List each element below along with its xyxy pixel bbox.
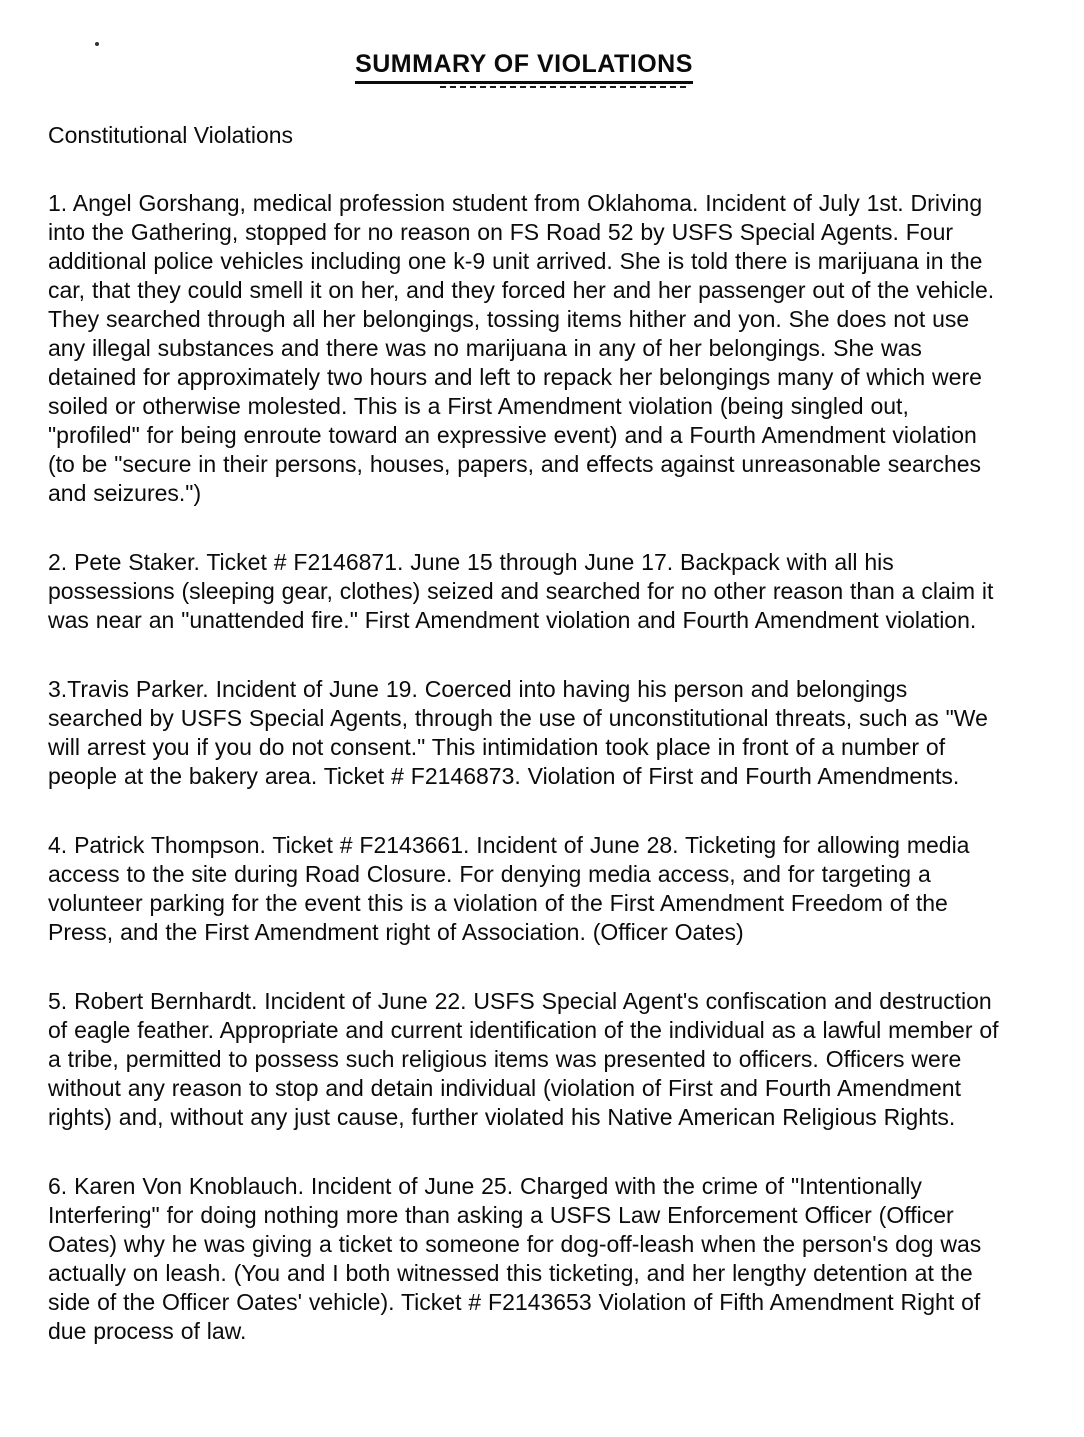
violation-paragraph-6: 6. Karen Von Knoblauch. Incident of June 25. Charged with the crime of "Intentionally Interfering" for doing nothing more than asking a USFS Law Enforcement Officer (Officer Oates) why he was giving a ticket to someone for dog-off-leash when the person's dog was actually on leash. (You and I both witnessed this ticketing, and her lengthy detention at the side of the Officer Oates' vehicle). Ticket # F2143653 Violation of Fifth Amendment Right of due process of law.	[48, 1173, 982, 1344]
document-title: SUMMARY OF VIOLATIONS	[355, 50, 693, 84]
scan-artifact-dot	[95, 42, 99, 46]
title-row	[48, 50, 1000, 84]
violation-paragraph-4: 4. Patrick Thompson. Ticket # F2143661. Incident of June 28. Ticketing for allowing media access to the site during Road Closure. For denying media access, and for targeting a volunteer parking for the event this is a violation of the First Amendment Freedom of the Press, and the First Amendment right of Association. (Officer Oates)	[48, 832, 970, 945]
section-heading: Constitutional Violations	[48, 122, 294, 148]
violation-paragraph-3: 3.Travis Parker. Incident of June 19. Coerced into having his person and belongings searched by USFS Special Agents, through the use of unconstitutional threats, such as "We will arrest you if you do not consent." This intimidation took place in front of a number of people at the bakery area. Ticket # F2146873. Violation of First and Fourth Amendments.	[48, 676, 988, 789]
violation-paragraph-5: 5. Robert Bernhardt. Incident of June 22. USFS Special Agent's confiscation and destruction of eagle feather. Appropriate and current identification of the individual as a lawful member of a tribe, permitted to possess such religious items was presented to officers. Officers were without any reason to stop and detain individual (violation of First and Fourth Amendment rights) and, without any just cause, further violated his Native American Religious Rights.	[48, 988, 999, 1130]
violation-paragraph-1: 1. Angel Gorshang, medical profession student from Oklahoma. Incident of July 1st. Driving into the Gathering, stopped for no reason on FS Road 52 by USFS Special Agents. Four additional police vehicles including one k-9 unit arrived. She is told there is marijuana in the car, that they could smell it on her, and they forced her and her passenger out of the vehicle. They searched through all her belongings, tossing items hither and yon. She does not use any illegal substances and there was no marijuana in any of her belongings. She was detained for approximately two hours and left to repack her belongings many of which were soiled or otherwise molested. This is a First Amendment violation (being singled out, "profiled" for being enroute toward an expressive event) and a Fourth Amendment violation (to be "secure in their persons, houses, papers, and effects against unreasonable searches and seizures.")	[48, 190, 995, 506]
violation-paragraph-2: 2. Pete Staker. Ticket # F2146871. June 15 through June 17. Backpack with all his possessions (sleeping gear, clothes) seized and searched for no other reason than a claim it was near an "unattended fire." First Amendment violation and Fourth Amendment violation.	[48, 549, 994, 633]
